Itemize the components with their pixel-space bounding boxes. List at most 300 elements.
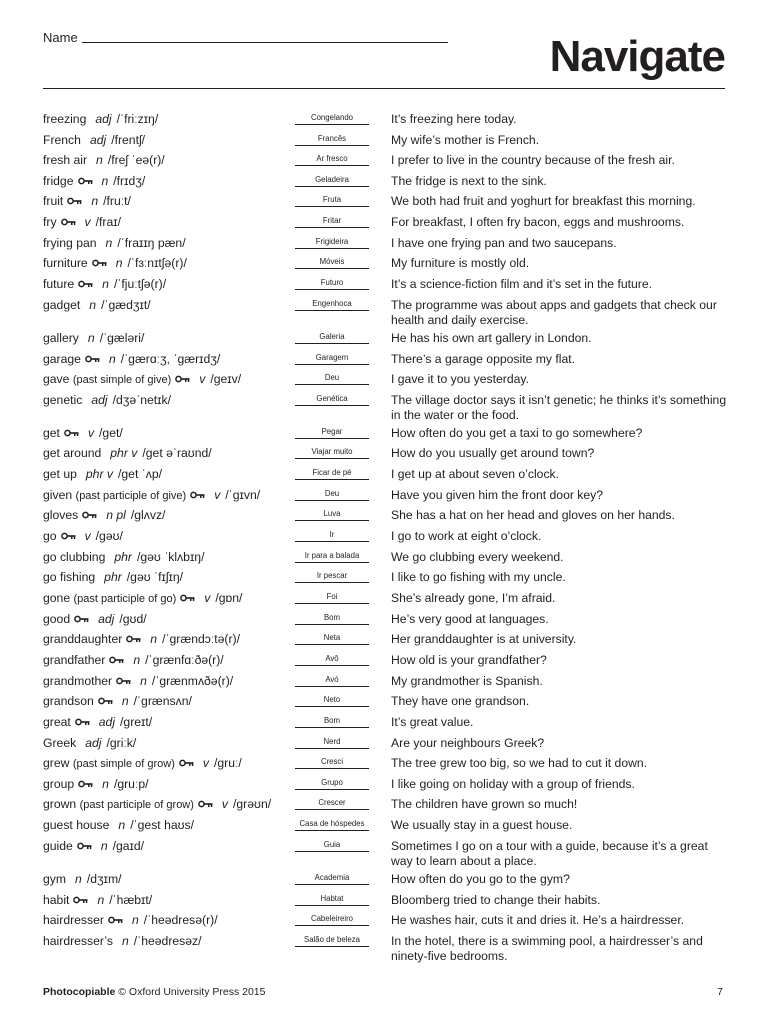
translation-line <box>295 500 369 501</box>
translation-line <box>295 686 369 687</box>
example-sentence: We usually stay in a guest house. <box>391 818 573 832</box>
translation-line <box>295 884 369 885</box>
translation-line <box>295 809 369 810</box>
headword: good <box>43 612 71 626</box>
pronunciation: /dʒəˈnetɪk/ <box>112 393 171 407</box>
part-of-speech: n <box>102 777 109 791</box>
part-of-speech: adj <box>85 736 102 750</box>
pronunciation: /ˈɡrændɔːtə(r)/ <box>162 632 240 646</box>
translation[interactable]: Neta <box>323 633 341 642</box>
pronunciation: /ˈhæbɪt/ <box>109 893 153 907</box>
headword: habit <box>43 893 70 907</box>
translation-line <box>295 562 369 563</box>
key-icon <box>116 674 131 689</box>
part-of-speech: n <box>150 632 158 646</box>
pronunciation: /ɡəʊ ˈfɪʃɪŋ/ <box>126 570 184 584</box>
headword: gadget <box>43 298 81 312</box>
pronunciation: /ˈɡrænfɑːðə(r)/ <box>145 653 224 667</box>
translation-line <box>295 206 369 207</box>
key-icon <box>64 426 79 441</box>
word-cell <box>43 236 186 251</box>
headword: frying pan <box>43 236 97 250</box>
part-of-speech: v <box>87 426 95 440</box>
translation[interactable]: Congelando <box>310 113 354 122</box>
translation[interactable]: Casa de hóspedes <box>299 819 365 828</box>
translation-line <box>295 789 369 790</box>
word-cell <box>43 839 144 854</box>
part-of-speech: adj <box>89 133 107 147</box>
headword: grown <box>43 797 77 811</box>
translation[interactable]: Ir pescar <box>316 571 348 580</box>
headword: freezing <box>43 112 87 126</box>
part-of-speech: phr v <box>85 467 113 481</box>
translation-line <box>295 124 369 125</box>
example-sentence: How do you usually get around town? <box>391 446 595 460</box>
example-sentence: I like going on holiday with a group of friends. <box>391 777 635 791</box>
translation-line <box>295 384 369 385</box>
part-of-speech: phr <box>104 570 122 584</box>
translation[interactable]: Avô <box>325 654 339 663</box>
part-of-speech: n <box>75 872 82 886</box>
pronunciation: /ɡlʌvz/ <box>130 508 166 522</box>
pronunciation: /ɡeɪv/ <box>210 372 242 386</box>
pronunciation: /ɡreɪt/ <box>120 715 153 729</box>
example-sentence: He’s very good at languages. <box>391 612 549 626</box>
key-icon <box>98 694 113 709</box>
part-of-speech: n <box>118 818 126 832</box>
pronunciation: /ɡəʊ/ <box>95 529 123 543</box>
word-cell <box>43 736 136 751</box>
example-sentence: I like to go fishing with my uncle. <box>391 570 566 584</box>
word-cell <box>43 112 158 127</box>
example-sentence: The programme was about apps and gadgets that check our health and daily exercise. <box>391 298 717 327</box>
translation-line <box>295 227 369 228</box>
translation-line <box>295 520 369 521</box>
key-icon <box>126 632 141 647</box>
pronunciation: /ˈɡest haʊs/ <box>130 818 195 832</box>
translation-line <box>295 665 369 666</box>
word-cell <box>43 550 204 565</box>
key-icon <box>85 352 100 367</box>
translation[interactable]: Bom <box>323 716 341 725</box>
translation[interactable]: Guia <box>323 840 341 849</box>
word-cell <box>43 777 149 792</box>
headword: gallery <box>43 331 79 345</box>
key-icon <box>82 508 97 523</box>
example-sentence: For breakfast, I often fry bacon, eggs and mushrooms. <box>391 215 685 229</box>
part-of-speech: phr v <box>110 446 138 460</box>
example-sentence: We both had fruit and yoghurt for breakfast this morning. <box>391 194 696 208</box>
translation-line <box>295 603 369 604</box>
example-sentence: I go to work at eight o’clock. <box>391 529 542 543</box>
pronunciation: /ɡet/ <box>99 426 123 440</box>
translation-line <box>295 624 369 625</box>
example-sentence: There’s a garage opposite my flat. <box>391 352 576 366</box>
translation[interactable]: Salão de beleza <box>304 935 360 944</box>
word-cell <box>43 194 131 209</box>
example-sentence: I have one frying pan and two saucepans. <box>391 236 617 250</box>
translation[interactable]: Garagem <box>315 353 349 362</box>
word-cell <box>43 653 224 668</box>
headword: Greek <box>43 736 77 750</box>
part-of-speech: v <box>84 529 91 543</box>
key-icon <box>78 277 93 292</box>
translation[interactable]: Ir para a balada <box>304 551 360 560</box>
part-of-speech: v <box>199 372 206 386</box>
word-cell <box>43 913 218 928</box>
pronunciation: /ˈɡærɑːʒ, ˈɡærɪdʒ/ <box>120 352 221 366</box>
example-sentence: How often do you get a taxi to go somewhere? <box>391 426 643 440</box>
example-sentence: Have you given him the front door key? <box>391 488 604 502</box>
headword: guide <box>43 839 73 853</box>
word-cell <box>43 426 123 441</box>
part-of-speech: n <box>131 913 139 927</box>
word-cell <box>43 215 121 230</box>
headword: gym <box>43 872 67 886</box>
word-cell <box>43 591 242 607</box>
translation-line <box>295 438 369 439</box>
header-rule <box>43 88 725 89</box>
part-of-speech: n <box>115 256 123 270</box>
headword: French <box>43 133 81 147</box>
word-cell <box>43 694 192 709</box>
translation-line <box>295 165 369 166</box>
translation[interactable]: Crescer <box>318 798 346 807</box>
pronunciation: /dʒɪm/ <box>86 872 122 886</box>
word-cell <box>43 277 166 292</box>
translation-line <box>295 364 369 365</box>
translation[interactable]: Luva <box>323 509 341 518</box>
word-cell <box>43 632 240 647</box>
example-sentence: The fridge is next to the sink. <box>391 174 547 188</box>
translation[interactable]: Genética <box>316 394 348 403</box>
translation-line <box>295 248 369 249</box>
headword: hairdresser <box>43 913 104 927</box>
pronunciation: /ɡet ˈʌp/ <box>118 467 163 481</box>
name-label: Name <box>43 30 78 45</box>
translation[interactable]: Cresci <box>320 757 344 766</box>
key-icon <box>61 529 76 544</box>
pronunciation: /freʃ ˈeə(r)/ <box>107 153 165 167</box>
translation-line <box>295 458 369 459</box>
translation[interactable]: Móveis <box>319 257 345 266</box>
key-icon <box>108 913 123 928</box>
headword: grandmother <box>43 674 113 688</box>
translation-line <box>295 582 369 583</box>
word-cell <box>43 372 241 388</box>
copyright-text: © Oxford University Press 2015 <box>118 986 266 998</box>
word-cell <box>43 797 271 813</box>
key-icon <box>179 756 194 771</box>
pronunciation: /frentʃ/ <box>111 133 146 147</box>
translation[interactable]: Geladeira <box>315 175 349 184</box>
translation-line <box>295 748 369 749</box>
navigate-logo: Navigate <box>549 32 725 81</box>
pronunciation: /frɪdʒ/ <box>113 174 146 188</box>
pronunciation: /ɡɒn/ <box>215 591 243 605</box>
translation-line <box>295 644 369 645</box>
word-cell <box>43 508 165 523</box>
headword: gloves <box>43 508 79 522</box>
word-cell <box>43 446 212 461</box>
translation[interactable]: Nerd <box>323 737 341 746</box>
translation-line <box>295 727 369 728</box>
pronunciation: /fruːt/ <box>103 194 131 208</box>
part-of-speech: adj <box>98 715 116 729</box>
translation[interactable]: Deu <box>324 373 340 382</box>
headword: group <box>43 777 75 791</box>
word-cell <box>43 488 260 504</box>
translation[interactable]: Pegar <box>321 427 343 436</box>
key-icon <box>190 488 205 503</box>
footer-copyright <box>43 986 265 998</box>
page-number: 7 <box>717 986 723 998</box>
part-of-speech: v <box>214 488 221 502</box>
translation[interactable]: Academia <box>314 873 350 882</box>
example-sentence: How often do you go to the gym? <box>391 872 570 886</box>
headword: granddaughter <box>43 632 123 646</box>
pronunciation: /ɡəʊ ˈklʌbɪŋ/ <box>136 550 205 564</box>
translation-line <box>295 310 369 311</box>
translation[interactable]: Engenhoca <box>312 299 352 308</box>
headword: fruit <box>43 194 64 208</box>
example-sentence: My wife’s mother is French. <box>391 133 540 147</box>
translation[interactable]: Bom <box>323 613 341 622</box>
headword: grandson <box>43 694 94 708</box>
translation-line <box>295 946 369 947</box>
translation-line <box>295 268 369 269</box>
pronunciation: /ɡriːk/ <box>106 736 137 750</box>
key-icon <box>73 893 88 908</box>
example-sentence: I prefer to live in the country because of the fresh air. <box>391 153 675 167</box>
word-cell <box>43 674 233 689</box>
pronunciation: /ˈɡrænmʌðə(r)/ <box>151 674 234 688</box>
grammar-note: (past simple of grow) <box>72 758 175 770</box>
translation-line <box>295 925 369 926</box>
example-sentence: I gave it to you yesterday. <box>391 372 529 386</box>
translation[interactable]: Fritar <box>322 216 342 225</box>
part-of-speech: n <box>87 331 95 345</box>
example-sentence: It’s great value. <box>391 715 474 729</box>
translation[interactable]: Foi <box>326 592 338 601</box>
pronunciation: /ɡʊd/ <box>119 612 147 626</box>
name-write-line[interactable] <box>82 42 448 43</box>
key-icon <box>175 372 190 387</box>
example-sentence: She’s already gone, I’m afraid. <box>391 591 556 605</box>
translation[interactable]: Grupo <box>321 778 343 787</box>
headword: get <box>43 426 60 440</box>
example-sentence: I get up at about seven o’clock. <box>391 467 560 481</box>
headword: furniture <box>43 256 88 270</box>
headword: future <box>43 277 75 291</box>
pronunciation: /ɡruː/ <box>214 756 242 770</box>
word-cell <box>43 153 165 168</box>
word-cell <box>43 818 194 833</box>
grammar-note: (past participle of go) <box>73 593 177 605</box>
pronunciation: /ˈfɜːnɪtʃə(r)/ <box>127 256 187 270</box>
headword: genetic <box>43 393 83 407</box>
part-of-speech: n <box>97 893 105 907</box>
translation[interactable]: Neto <box>323 695 341 704</box>
translation[interactable]: Viajar muito <box>311 447 353 456</box>
example-sentence: We go clubbing every weekend. <box>391 550 564 564</box>
word-cell <box>43 352 220 367</box>
pronunciation: /ˈfriːzɪŋ/ <box>116 112 159 126</box>
part-of-speech: adj <box>91 393 108 407</box>
key-icon <box>92 256 107 271</box>
pronunciation: /ˈɡædʒɪt/ <box>101 298 151 312</box>
headword: grandfather <box>43 653 106 667</box>
translation[interactable]: Francês <box>317 134 347 143</box>
key-icon <box>75 715 90 730</box>
translation[interactable]: Habtat <box>320 894 344 903</box>
pronunciation: /ˈheədresəz/ <box>133 934 202 948</box>
word-cell <box>43 893 152 908</box>
translation[interactable]: Frigideira <box>315 237 349 246</box>
pronunciation: /ɡaɪd/ <box>112 839 145 853</box>
headword: grew <box>43 756 70 770</box>
translation-line <box>295 479 369 480</box>
headword: go fishing <box>43 570 96 584</box>
translation-line <box>295 145 369 146</box>
translation[interactable]: Avó <box>325 675 339 684</box>
translation[interactable]: Ar fresco <box>316 154 348 163</box>
example-sentence: He has his own art gallery in London. <box>391 331 592 345</box>
part-of-speech: n <box>133 653 141 667</box>
part-of-speech: phr <box>114 550 132 564</box>
headword: gave <box>43 372 70 386</box>
translation-line <box>295 289 369 290</box>
word-cell <box>43 570 183 585</box>
translation[interactable]: Cabeleireiro <box>310 914 354 923</box>
example-sentence: Are your neighbours Greek? <box>391 736 545 750</box>
headword: go <box>43 529 57 543</box>
pronunciation: /ɡet əˈraʊnd/ <box>142 446 212 460</box>
grammar-note: (past participle of give) <box>75 490 187 502</box>
translation-line <box>295 830 369 831</box>
key-icon <box>198 797 213 812</box>
translation[interactable]: Ficar de pé <box>312 468 352 477</box>
example-sentence: Sometimes I go on a tour with a guide, because it’s a great way to learn about a place. <box>391 839 708 868</box>
example-sentence: Her granddaughter is at university. <box>391 632 577 646</box>
example-sentence: The tree grew too big, so we had to cut it down. <box>391 756 648 770</box>
key-icon <box>180 591 195 606</box>
headword: get up <box>43 467 77 481</box>
pronunciation: /ˈɡrænsʌn/ <box>133 694 192 708</box>
key-icon <box>78 777 93 792</box>
pronunciation: /fraɪ/ <box>95 215 121 229</box>
part-of-speech: n pl <box>106 508 126 522</box>
translation[interactable]: Fruta <box>322 195 342 204</box>
word-cell <box>43 133 145 148</box>
translation[interactable]: Futuro <box>320 278 344 287</box>
key-icon <box>78 174 93 189</box>
translation-line <box>295 851 369 852</box>
translation-line <box>295 343 369 344</box>
headword: given <box>43 488 73 502</box>
part-of-speech: n <box>122 934 129 948</box>
part-of-speech: v <box>221 797 229 811</box>
example-sentence: The village doctor says it isn’t genetic; he thinks it’s something in the water or the food. <box>391 393 727 422</box>
part-of-speech: n <box>96 153 103 167</box>
example-sentence: Bloomberg tried to change their habits. <box>391 893 601 907</box>
word-cell <box>43 298 151 313</box>
part-of-speech: v <box>84 215 91 229</box>
word-cell <box>43 529 123 544</box>
word-cell <box>43 256 187 271</box>
word-cell <box>43 467 162 482</box>
part-of-speech: adj <box>95 112 112 126</box>
part-of-speech: n <box>105 236 113 250</box>
pronunciation: /ˈfraɪɪŋ pæn/ <box>117 236 186 250</box>
pronunciation: /ˈheədresə(r)/ <box>143 913 218 927</box>
translation-line <box>295 541 369 542</box>
translation-line <box>295 186 369 187</box>
word-cell <box>43 331 144 346</box>
pronunciation: /ˈfjuːtʃə(r)/ <box>113 277 167 291</box>
example-sentence: He washes hair, cuts it and dries it. He’s a hairdresser. <box>391 913 685 927</box>
word-cell <box>43 756 242 772</box>
key-icon <box>109 653 124 668</box>
key-icon <box>67 194 82 209</box>
headword: guest house <box>43 818 110 832</box>
headword: gone <box>43 591 71 605</box>
part-of-speech: n <box>102 277 109 291</box>
part-of-speech: adj <box>98 612 115 626</box>
example-sentence: How old is your grandfather? <box>391 653 547 667</box>
part-of-speech: n <box>89 298 97 312</box>
word-cell <box>43 393 171 408</box>
example-sentence: My grandmother is Spanish. <box>391 674 543 688</box>
headword: hairdresser’s <box>43 934 113 948</box>
headword: go clubbing <box>43 550 106 564</box>
headword: fresh air <box>43 153 88 167</box>
part-of-speech: n <box>91 194 99 208</box>
headword: garage <box>43 352 81 366</box>
pronunciation: /ɡrəʊn/ <box>233 797 272 811</box>
example-sentence: My furniture is mostly old. <box>391 256 530 270</box>
example-sentence: In the hotel, there is a swimming pool, a hairdresser’s and ninety-five bedrooms. <box>391 934 703 963</box>
pronunciation: /ˈɡɪvn/ <box>225 488 261 502</box>
translation[interactable]: Deu <box>324 489 340 498</box>
example-sentence: It’s freezing here today. <box>391 112 517 126</box>
part-of-speech: n <box>108 352 116 366</box>
translation-line <box>295 706 369 707</box>
part-of-speech: n <box>121 694 129 708</box>
part-of-speech: n <box>101 174 109 188</box>
key-icon <box>77 839 92 854</box>
word-cell <box>43 612 147 627</box>
part-of-speech: v <box>204 591 211 605</box>
key-icon <box>61 215 76 230</box>
pronunciation: /ˈɡæləri/ <box>99 331 145 345</box>
word-cell <box>43 934 202 949</box>
part-of-speech: n <box>100 839 108 853</box>
translation-line <box>295 405 369 406</box>
headword: great <box>43 715 71 729</box>
translation[interactable]: Ir <box>329 530 335 539</box>
translation-line <box>295 768 369 769</box>
grammar-note: (past simple of give) <box>72 374 172 386</box>
word-cell <box>43 872 122 887</box>
part-of-speech: n <box>140 674 147 688</box>
headword: fry <box>43 215 57 229</box>
translation[interactable]: Galeria <box>319 332 345 341</box>
part-of-speech: v <box>202 756 209 770</box>
key-icon <box>74 612 89 627</box>
photocopiable-label: Photocopiable <box>43 986 116 998</box>
translation-line <box>295 905 369 906</box>
